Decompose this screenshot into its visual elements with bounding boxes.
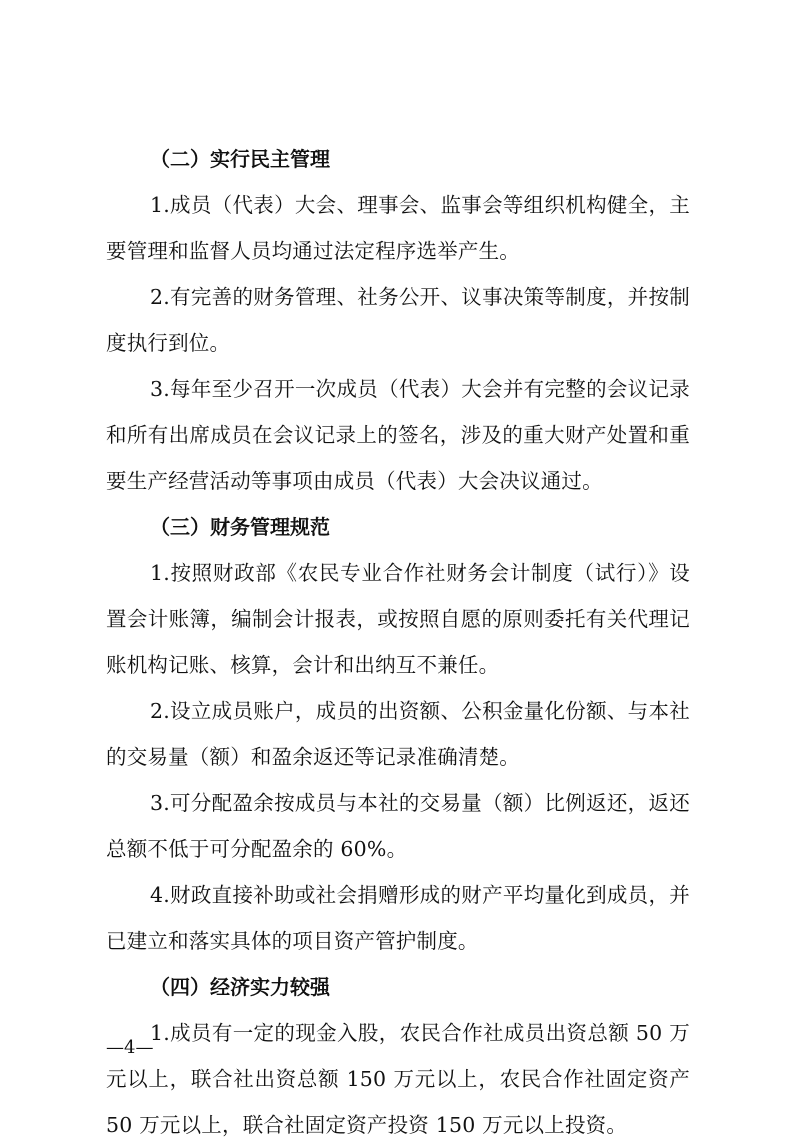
paragraph: 1.成员有一定的现金入股，农民合作社成员出资总额 50 万元以上，联合社出资总额 150 万元以上，农民合作社固定资产 50 万元以上，联合社固定资产投资 150 万元以上投资。 xyxy=(106,1021,690,1137)
paragraph: 1.按照财政部《农民专业合作社财务会计制度（试行）》设置会计账簿，编制会计报表，或按照自愿的原则委托有关代理记账机构记账、核算，会计和出纳互不兼任。 xyxy=(106,561,690,677)
paragraph: 3.每年至少召开一次成员（代表）大会并有完整的会议记录和所有出席成员在会议记录上的签名，涉及的重大财产处置和重要生产经营活动等事项由成员（代表）大会决议通过。 xyxy=(106,377,690,493)
paragraph: 1.成员（代表）大会、理事会、监事会等组织机构健全，主要管理和监督人员均通过法定程序选举产生。 xyxy=(106,193,690,263)
page-number: —4— xyxy=(106,1037,154,1058)
paragraph: 4.财政直接补助或社会捐赠形成的财产平均量化到成员，并已建立和落实具体的项目资产管护制度。 xyxy=(106,883,690,953)
paragraph: 3.可分配盈余按成员与本社的交易量（额）比例返还，返还总额不低于可分配盈余的 60%。 xyxy=(106,791,690,861)
section-heading-democratic-management: （二）实行民主管理 xyxy=(150,147,330,171)
paragraph: 2.设立成员账户，成员的出资额、公积金量化份额、与本社的交易量（额）和盈余返还等记录准确清楚。 xyxy=(106,699,690,769)
section-heading-economic-strength: （四）经济实力较强 xyxy=(150,975,330,999)
document-body xyxy=(106,136,690,1148)
section-heading-financial-management: （三）财务管理规范 xyxy=(150,515,330,539)
paragraph: 2.有完善的财务管理、社务公开、议事决策等制度，并按制度执行到位。 xyxy=(106,285,690,355)
